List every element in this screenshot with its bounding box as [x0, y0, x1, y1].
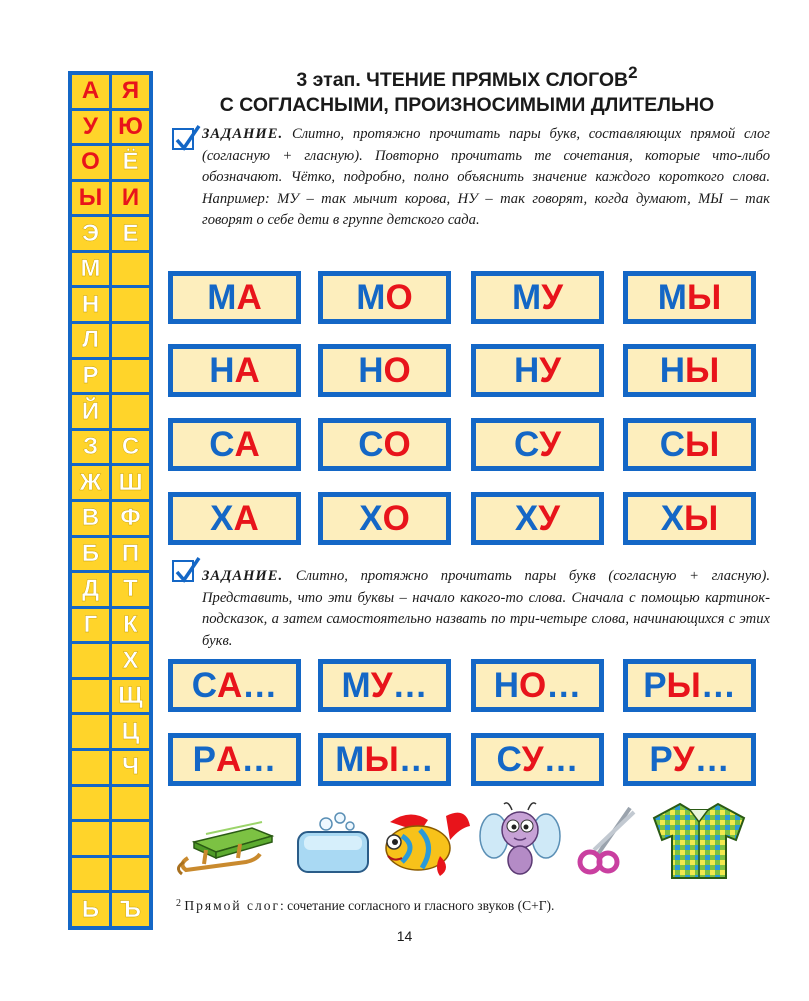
consonant-letter: М	[335, 740, 365, 779]
syllable-card	[623, 271, 756, 324]
alphabet-cell: И	[112, 182, 149, 215]
word-start-card	[318, 659, 451, 712]
vowel-letter: Ы	[685, 425, 720, 464]
page-title	[162, 63, 772, 118]
alphabet-cell	[112, 822, 149, 855]
alphabet-cell	[112, 858, 149, 891]
fly-icon	[478, 800, 562, 883]
syllable-card	[168, 492, 301, 545]
alphabet-cell: З	[72, 431, 109, 464]
consonant-letter: М	[207, 278, 237, 317]
consonant-letter: Х	[514, 499, 539, 538]
consonant-letter: Х	[359, 499, 383, 538]
footnote-term: Прямой слог	[184, 898, 280, 913]
consonant-letter: Х	[210, 499, 234, 538]
syllable-card	[168, 344, 301, 397]
word-start-card	[471, 733, 604, 786]
consonant-letter: Р	[649, 740, 673, 779]
alphabet-cell: Р	[72, 360, 109, 393]
consonant-letter: Н	[513, 351, 540, 390]
task-2-lead: ЗАДАНИЕ.	[202, 568, 284, 584]
alphabet-cell: Ц	[112, 715, 149, 748]
alphabet-cell: Н	[72, 288, 109, 321]
consonant-letter: Р	[192, 740, 217, 779]
vowel-letter: У	[539, 351, 562, 390]
vowel-letter: О	[519, 666, 547, 705]
shirt-icon	[650, 800, 748, 885]
alphabet-cell	[112, 253, 149, 286]
syllable-card	[471, 418, 604, 471]
syllable-card	[623, 344, 756, 397]
alphabet-cell: Я	[112, 75, 149, 108]
footnote-number: 2	[176, 898, 181, 909]
alphabet-cell: Т	[112, 573, 149, 606]
consonant-letter: Х	[660, 499, 685, 538]
ellipsis: …	[398, 740, 434, 779]
vowel-letter: А	[234, 425, 260, 464]
consonant-letter: С	[191, 666, 217, 705]
alphabet-cell: Л	[72, 324, 109, 357]
vowel-letter: А	[236, 278, 262, 317]
alphabet-cell: К	[112, 609, 149, 642]
consonant-letter: Н	[659, 351, 685, 390]
checkbox-icon	[172, 560, 194, 582]
alphabet-cell: В	[72, 502, 109, 535]
vowel-letter: У	[541, 278, 563, 317]
alphabet-cell: Ё	[112, 146, 149, 179]
alphabet-cell: Б	[72, 538, 109, 571]
alphabet-cell: П	[112, 538, 149, 571]
consonant-letter: Н	[358, 351, 384, 390]
task-1-body: Слитно, протяжно прочитать пары букв, составляющих прямой слог (согласную + гласную). Повторно прочитать те сочетания, которые что-либо обозначают. Чётко, подробно, полно объяснить значение каждого короткого слова. Например: МУ – так мычит корова, НУ – так говорят, когда думают, МЫ – так говорят о себе дети в группе детского сада.	[202, 126, 770, 228]
syllable-card	[623, 492, 756, 545]
consonant-letter: М	[512, 278, 542, 317]
ellipsis: …	[392, 666, 428, 705]
syllable-card	[318, 344, 451, 397]
task-1-text	[202, 124, 770, 232]
soap-icon	[292, 808, 376, 883]
consonant-letter: Н	[209, 351, 235, 390]
alphabet-cell	[112, 360, 149, 393]
ellipsis: …	[694, 740, 730, 779]
alphabet-cell: Ч	[112, 751, 149, 784]
vowel-letter: О	[383, 425, 411, 464]
alphabet-cell: Й	[72, 395, 109, 428]
alphabet-cell: А	[72, 75, 109, 108]
alphabet-cell: О	[72, 146, 109, 179]
alphabet-cell	[112, 787, 149, 820]
consonant-letter: С	[513, 425, 540, 464]
vowel-letter: О	[385, 278, 413, 317]
syllable-card	[471, 344, 604, 397]
vowel-letter: А	[216, 740, 242, 779]
word-start-card	[471, 659, 604, 712]
vowel-letter: Ы	[666, 666, 701, 705]
vowel-letter: Ы	[685, 351, 720, 390]
vowel-letter: А	[234, 351, 260, 390]
consonant-letter: С	[496, 740, 522, 779]
syllable-card	[168, 418, 301, 471]
alphabet-cell: Щ	[112, 680, 149, 713]
syllable-card	[471, 271, 604, 324]
vowel-letter: О	[382, 499, 410, 538]
consonant-letter: М	[657, 278, 687, 317]
alphabet-cell: У	[72, 111, 109, 144]
alphabet-cell	[72, 858, 109, 891]
consonant-letter: С	[659, 425, 685, 464]
sled-icon	[176, 820, 280, 883]
alphabet-cell: Ж	[72, 466, 109, 499]
vowel-letter: У	[521, 740, 544, 779]
task-2-body: Слитно, протяжно прочитать пары букв (согласную + гласную). Представить, что эти буквы – начало какого-то слова. Сначала с помощью картинок-подсказок, а затем самостоятельно назвать по три-четыре слова, начинающихся с этих букв.	[202, 568, 770, 649]
footnote-text: : сочетание согласного и гласного звуков (С+Г).	[280, 898, 555, 913]
word-start-card	[623, 659, 756, 712]
alphabet-cell: Ь	[72, 893, 109, 926]
syllable-card	[318, 418, 451, 471]
alphabet-grid	[72, 75, 149, 926]
alphabet-cell: Х	[112, 644, 149, 677]
alphabet-cell: Ъ	[112, 893, 149, 926]
syllable-card	[318, 492, 451, 545]
ellipsis: …	[242, 666, 278, 705]
syllable-card	[623, 418, 756, 471]
alphabet-cell: Ш	[112, 466, 149, 499]
fish-icon	[380, 806, 472, 883]
alphabet-cell	[72, 680, 109, 713]
footnote	[176, 898, 554, 914]
alphabet-cell: Э	[72, 217, 109, 250]
vowel-letter: А	[233, 499, 259, 538]
alphabet-cell: Е	[112, 217, 149, 250]
consonant-letter: С	[209, 425, 235, 464]
syllable-card	[471, 492, 604, 545]
alphabet-cell	[72, 644, 109, 677]
alphabet-cell: Г	[72, 609, 109, 642]
vowel-letter: У	[672, 740, 695, 779]
scissors-icon	[576, 806, 636, 883]
alphabet-cell	[72, 822, 109, 855]
vowel-letter: Ы	[686, 278, 722, 317]
alphabet-cell	[72, 751, 109, 784]
alphabet-cell	[72, 715, 109, 748]
task-2-text	[202, 566, 770, 652]
alphabet-cell	[112, 288, 149, 321]
syllable-card	[168, 271, 301, 324]
consonant-letter: Н	[493, 666, 520, 705]
alphabet-cell: Ы	[72, 182, 109, 215]
consonant-letter: С	[358, 425, 384, 464]
alphabet-cell	[112, 324, 149, 357]
consonant-letter: М	[341, 666, 371, 705]
syllable-card	[318, 271, 451, 324]
alphabet-cell: Ф	[112, 502, 149, 535]
vowel-letter: О	[383, 351, 411, 390]
word-start-card	[623, 733, 756, 786]
vowel-letter: Ы	[364, 740, 399, 779]
word-start-card	[168, 733, 301, 786]
title-line-1: 3 этап. ЧТЕНИЕ ПРЯМЫХ СЛОГОВ	[296, 69, 629, 91]
consonant-letter: Р	[643, 666, 667, 705]
word-start-card	[318, 733, 451, 786]
vowel-letter: У	[539, 425, 562, 464]
consonant-letter: М	[356, 278, 386, 317]
title-line-2: С СОГЛАСНЫМИ, ПРОИЗНОСИМЫМИ ДЛИТЕЛЬНО	[219, 94, 715, 116]
ellipsis: …	[546, 666, 582, 705]
alphabet-cell: М	[72, 253, 109, 286]
vowel-letter: Ы	[684, 499, 719, 538]
checkbox-icon	[172, 128, 194, 150]
vowel-letter: А	[217, 666, 243, 705]
alphabet-cell	[112, 395, 149, 428]
title-footnote-mark: 2	[628, 63, 638, 82]
vowel-letter: У	[538, 499, 561, 538]
ellipsis: …	[241, 740, 277, 779]
ellipsis: …	[543, 740, 579, 779]
alphabet-cell: Д	[72, 573, 109, 606]
word-start-card	[168, 659, 301, 712]
ellipsis: …	[700, 666, 736, 705]
page-number: 14	[396, 928, 413, 944]
vowel-letter: У	[370, 666, 393, 705]
task-1-lead: ЗАДАНИЕ.	[202, 126, 284, 142]
alphabet-cell: С	[112, 431, 149, 464]
alphabet-cell: Ю	[112, 111, 149, 144]
alphabet-strip	[68, 71, 153, 930]
alphabet-cell	[72, 787, 109, 820]
